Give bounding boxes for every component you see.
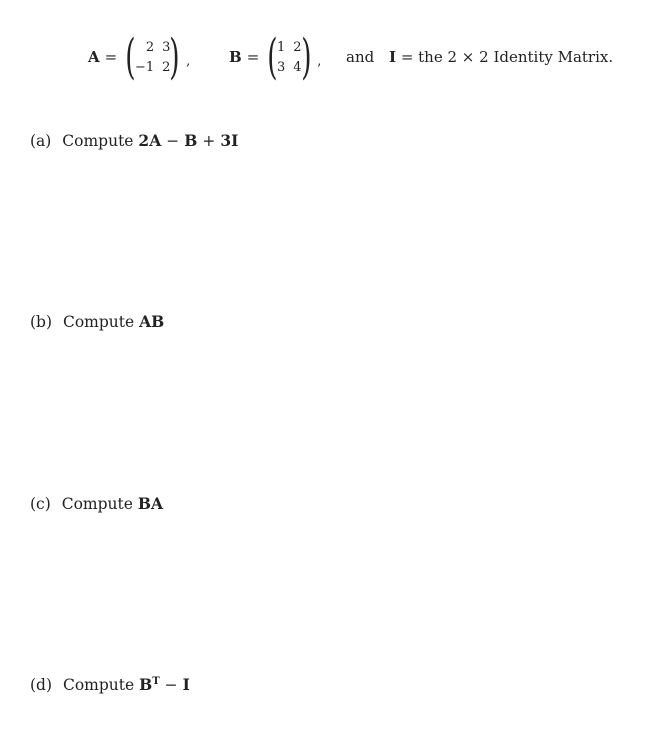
separator-comma: , — [186, 53, 191, 69]
identity-definition — [389, 48, 613, 66]
right-paren-icon: ) — [300, 29, 312, 85]
identity-name: I — [389, 48, 397, 66]
question-expression: AB — [139, 312, 165, 331]
matrix-b-equals: = — [246, 48, 260, 66]
question-expression — [138, 131, 238, 150]
matrix-b-entry: 3 — [277, 59, 286, 75]
question-label: (b) — [30, 313, 53, 331]
matrix-b-entry: 1 — [277, 39, 286, 55]
right-paren-icon: ) — [169, 29, 180, 85]
matrix-a-entry: −1 — [134, 59, 155, 75]
transpose-superscript: T — [152, 675, 160, 687]
expr-term: B — [184, 131, 198, 150]
matrix-a-name: A — [88, 48, 100, 66]
matrix-b-grid — [277, 38, 302, 77]
question-expression — [139, 675, 190, 694]
matrix-a-entry: 2 — [162, 59, 171, 75]
matrix-a-entry: 2 — [145, 39, 155, 55]
left-paren-icon: ( — [125, 29, 136, 85]
question-label: (a) — [30, 132, 52, 150]
expr-term: 2A — [138, 131, 162, 150]
matrix-a-grid — [135, 38, 170, 77]
question-label: (c) — [30, 495, 51, 513]
question-verb: Compute — [62, 676, 135, 694]
matrix-a-entry: 3 — [162, 39, 171, 55]
expr-operator: + — [202, 132, 216, 150]
matrix-b-entry: 4 — [293, 59, 302, 75]
identity-description: = the 2 × 2 Identity Matrix. — [400, 48, 614, 66]
question-b — [30, 312, 164, 331]
expr-operator: − — [164, 676, 178, 694]
expr-operator: − — [166, 132, 180, 150]
expr-term: 3I — [220, 131, 239, 150]
question-expression: BA — [137, 494, 163, 513]
question-d — [30, 675, 190, 694]
question-verb: Compute — [62, 132, 134, 150]
matrix-b-definition — [229, 30, 321, 84]
question-a — [30, 131, 238, 150]
matrix-b-entry: 2 — [293, 39, 302, 55]
matrix-b-name: B — [229, 48, 242, 66]
and-word: and — [346, 48, 375, 66]
separator-comma: , — [317, 53, 322, 69]
matrix-a-equals: = — [104, 48, 118, 66]
question-c — [30, 494, 163, 513]
question-verb: Compute — [62, 313, 135, 331]
expr-term: B — [139, 675, 153, 694]
question-verb: Compute — [61, 495, 133, 513]
matrix-definitions — [0, 30, 669, 84]
question-label: (d) — [30, 676, 53, 694]
matrix-a-definition — [88, 30, 190, 84]
left-paren-icon: ( — [267, 29, 278, 85]
expr-term: I — [182, 675, 190, 694]
